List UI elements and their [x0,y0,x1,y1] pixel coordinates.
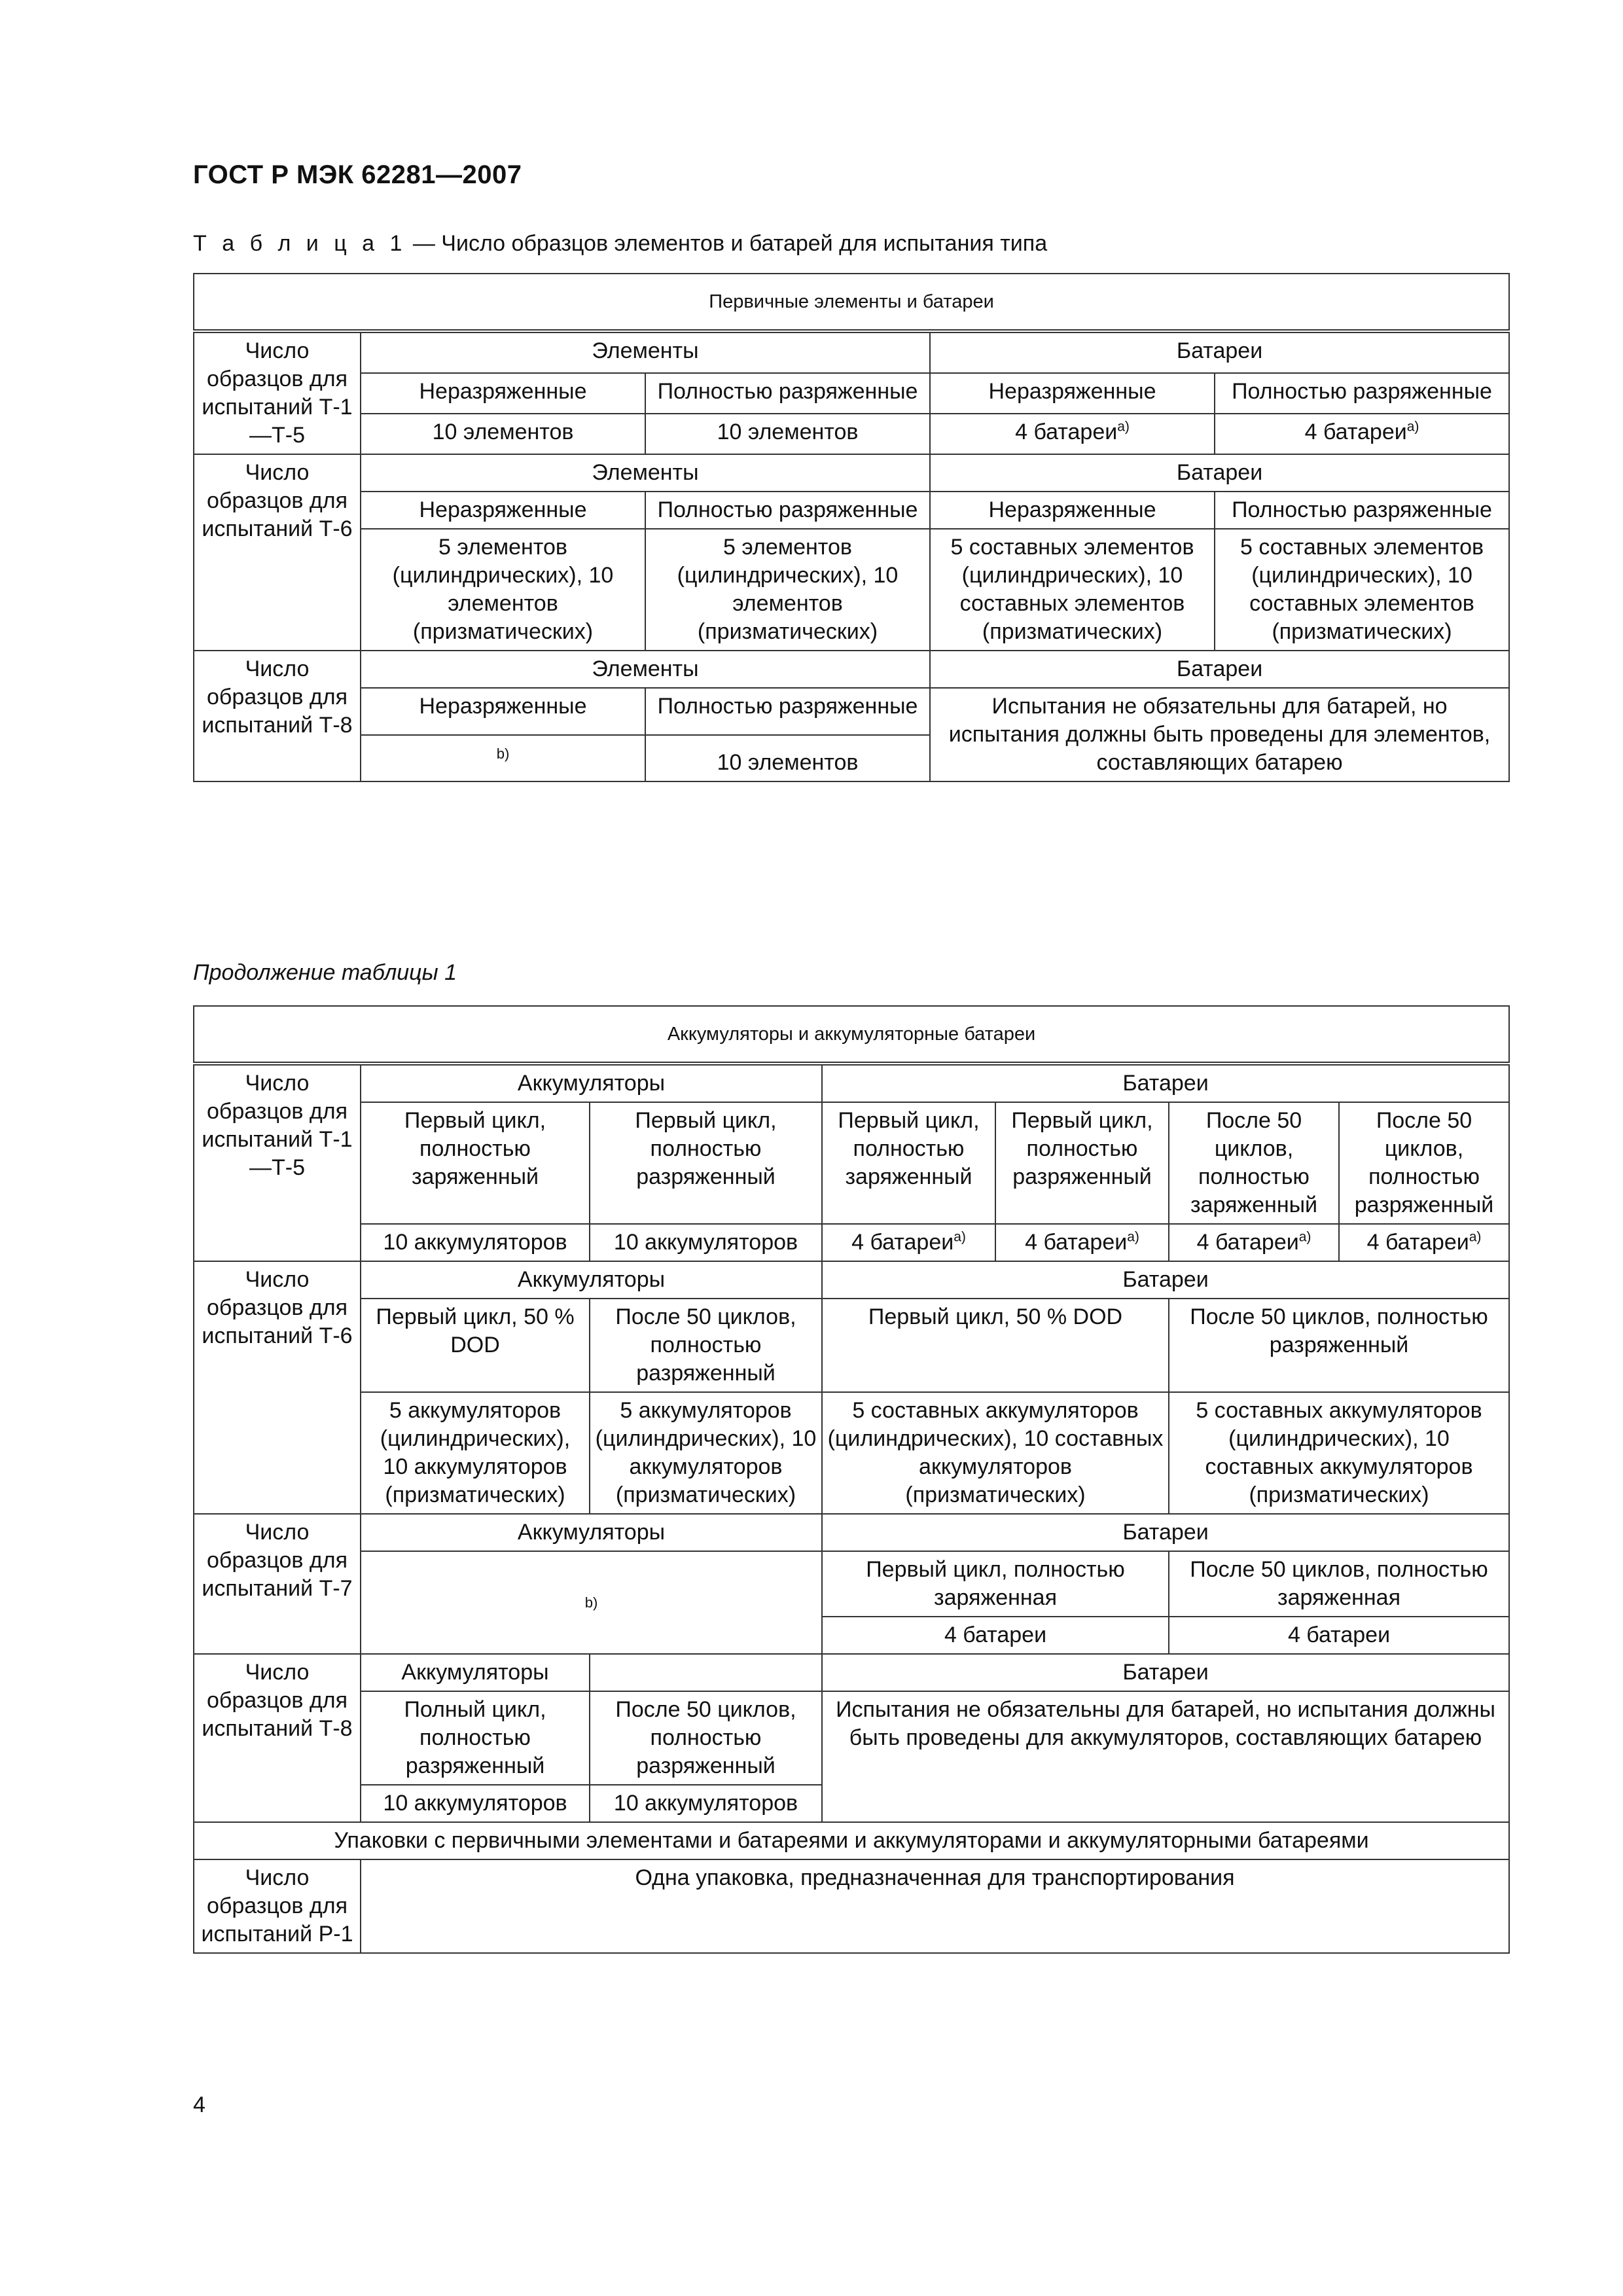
table-caption-title: — Число образцов элементов и батарей для испытания типа [406,231,1048,256]
footnote-b: b) [361,735,645,782]
row-label-t8: Число образцов для испытаний Т-8 [194,1654,361,1822]
section-primary: Первичные элементы и батареи [194,274,1509,331]
table-row [194,688,1509,735]
table-row [194,414,1509,454]
footnote-a: a) [1469,1229,1482,1245]
col-after50-charged: После 50 циклов, полностью заряженная [1169,1551,1509,1617]
table-row [194,529,1509,651]
group-accumulators: Аккумуляторы [361,1514,822,1551]
col-undischarged: Неразряженные [930,373,1215,414]
cell-value: 10 элементов [645,735,930,782]
table-row [194,1102,1509,1224]
cell-value: 4 батареи$^{a)}$ [1169,1224,1339,1261]
col-fully-discharged: Полностью разряженные [1215,373,1509,414]
table-row [194,1514,1509,1551]
row-label-t1-t5: Число образцов для испытаний Т-1—Т-5 [194,1064,361,1261]
col-after50-discharged: После 50 циклов, полностью разряженный [590,1691,822,1785]
cell-p1-text: Одна упаковка, предназначенная для транспортирования [361,1859,1509,1953]
cell-value: 4 батареи [822,1617,1169,1654]
col-first-cycle-discharged: Полный цикл, полностью разряженный [361,1691,590,1785]
row-label-t8: Число образцов для испытаний Т-8 [194,651,361,781]
cell-value: 5 элементов (цилиндрических), 10 элементов (призматических) [645,529,930,651]
group-accumulators: Аккумуляторы [361,1261,822,1299]
cell-value: 10 аккумуляторов [590,1224,822,1261]
table-row [194,1261,1509,1299]
group-batteries: Батареи [822,1261,1509,1299]
table-row [194,1224,1509,1261]
col-first-cycle-dod: Первый цикл, 50 % DOD [361,1299,590,1392]
col-after50-discharged: После 50 циклов, полностью разряженный [1169,1299,1509,1392]
group-batteries: Батареи [822,1064,1509,1102]
group-batteries: Батареи [930,651,1509,688]
cell-value: 5 элементов (цилиндрических), 10 элементов (призматических) [361,529,645,651]
row-label-p1: Число образцов для испытаний Р-1 [194,1859,361,1953]
col-first-cycle-charged: Первый цикл, полностью заряженная [822,1551,1169,1617]
footnote-a: a) [954,1229,966,1245]
group-accumulators: Аккумуляторы [361,1654,590,1691]
row-label-t6: Число образцов для испытаний Т-6 [194,454,361,651]
secondary-cells-table [193,1005,1510,1954]
cell-value: 5 составных элементов (цилиндрических), 10 составных элементов (призматических) [1215,529,1509,651]
group-elements: Элементы [361,651,930,688]
table-row [194,492,1509,529]
cell-value: 5 составных аккумуляторов (цилиндрических), 10 составных аккумуляторов (призматических) [1169,1392,1509,1514]
cell-value: 5 аккумуляторов (цилиндрических), 10 аккумуляторов (призматических) [361,1392,590,1514]
cell-value: 10 аккумуляторов [590,1785,822,1822]
col-first-cycle-discharged: Первый цикл, полностью разряженный [590,1102,822,1224]
cell-value: 4 батареи$^{a)}$ [822,1224,995,1261]
table-row [194,1654,1509,1691]
table-row [194,1064,1509,1102]
empty-cell [590,1654,822,1691]
col-fully-discharged: Полностью разряженные [645,492,930,529]
cell-value: 4 батареи$^{a)}$ [930,414,1215,454]
col-undischarged: Неразряженные [361,688,645,735]
footnote-b: b) [361,1551,822,1654]
cell-value: 5 составных аккумуляторов (цилиндрических), 10 составных аккумуляторов (призматических) [822,1392,1169,1514]
row-label-t7: Число образцов для испытаний Т-7 [194,1514,361,1654]
cell-value: 10 элементов [361,414,645,454]
cell-value: 4 батареи$^{a)}$ [1339,1224,1509,1261]
col-fully-discharged: Полностью разряженные [645,373,930,414]
table-row [194,651,1509,688]
table-row [194,1006,1509,1064]
standard-header: ГОСТ Р МЭК 62281—2007 [193,160,522,189]
continuation-caption: Продолжение таблицы 1 [193,960,457,985]
cell-value: 10 аккумуляторов [361,1785,590,1822]
table-row [194,331,1509,373]
col-after50-discharged: После 50 циклов, полностью разряженный [590,1299,822,1392]
group-batteries: Батареи [822,1514,1509,1551]
col-first-cycle-dod: Первый цикл, 50 % DOD [822,1299,1169,1392]
group-accumulators: Аккумуляторы [361,1064,822,1102]
table-row [194,1392,1509,1514]
page-number: 4 [193,2092,205,2117]
col-first-cycle-charged: Первый цикл, полностью заряженный [822,1102,995,1224]
cell-value: 5 составных элементов (цилиндрических), 10 составных элементов (призматических) [930,529,1215,651]
footnote-a: a) [1406,419,1419,435]
col-after50-charged: После 50 циклов, полностью заряженный [1169,1102,1339,1224]
group-batteries: Батареи [930,331,1509,373]
table-row [194,1822,1509,1859]
col-first-cycle-discharged: Первый цикл, полностью разряженный [995,1102,1169,1224]
table-row [194,1551,1509,1617]
table-caption [193,231,1047,257]
col-undischarged: Неразряженные [930,492,1215,529]
cell-value: 4 батареи [1169,1617,1509,1654]
table-row [194,1299,1509,1392]
cell-batteries-optional: Испытания не обязательны для батарей, но испытания должны быть проведены для элементов, составляющих батарею [930,688,1509,781]
table-row [194,1691,1509,1785]
table-row [194,373,1509,414]
group-batteries: Батареи [822,1654,1509,1691]
col-first-cycle-charged: Первый цикл, полностью заряженный [361,1102,590,1224]
primary-cells-table [193,273,1510,782]
cell-value: 5 аккумуляторов (цилиндрических), 10 аккумуляторов (призматических) [590,1392,822,1514]
section-secondary: Аккумуляторы и аккумуляторные батареи [194,1006,1509,1064]
cell-value: 10 аккумуляторов [361,1224,590,1261]
table-row [194,1859,1509,1953]
row-label-t6: Число образцов для испытаний Т-6 [194,1261,361,1514]
col-undischarged: Неразряженные [361,373,645,414]
cell-batteries-optional: Испытания не обязательны для батарей, но испытания должны быть проведены для аккумуляторов, составляющих батарею [822,1691,1509,1822]
group-elements: Элементы [361,331,930,373]
row-label-t1-t5: Число образцов для испытаний Т-1—Т-5 [194,331,361,454]
footnote-a: a) [1117,419,1130,435]
group-elements: Элементы [361,454,930,492]
cell-value: 4 батареи$^{a)}$ [1215,414,1509,454]
footnote-a: a) [1298,1229,1311,1245]
cell-value: 4 батареи$^{a)}$ [995,1224,1169,1261]
cell-value: 10 элементов [645,414,930,454]
col-fully-discharged: Полностью разряженные [645,688,930,735]
table-caption-label: Т а б л и ц а 1 [193,231,407,256]
col-fully-discharged: Полностью разряженные [1215,492,1509,529]
col-undischarged: Неразряженные [361,492,645,529]
group-batteries: Батареи [930,454,1509,492]
col-after50-discharged: После 50 циклов, полностью разряженный [1339,1102,1509,1224]
table-row [194,274,1509,331]
footnote-a: a) [1127,1229,1139,1245]
table-row [194,454,1509,492]
section-packages: Упаковки с первичными элементами и батареями и аккумуляторами и аккумуляторными батареями [194,1822,1509,1859]
